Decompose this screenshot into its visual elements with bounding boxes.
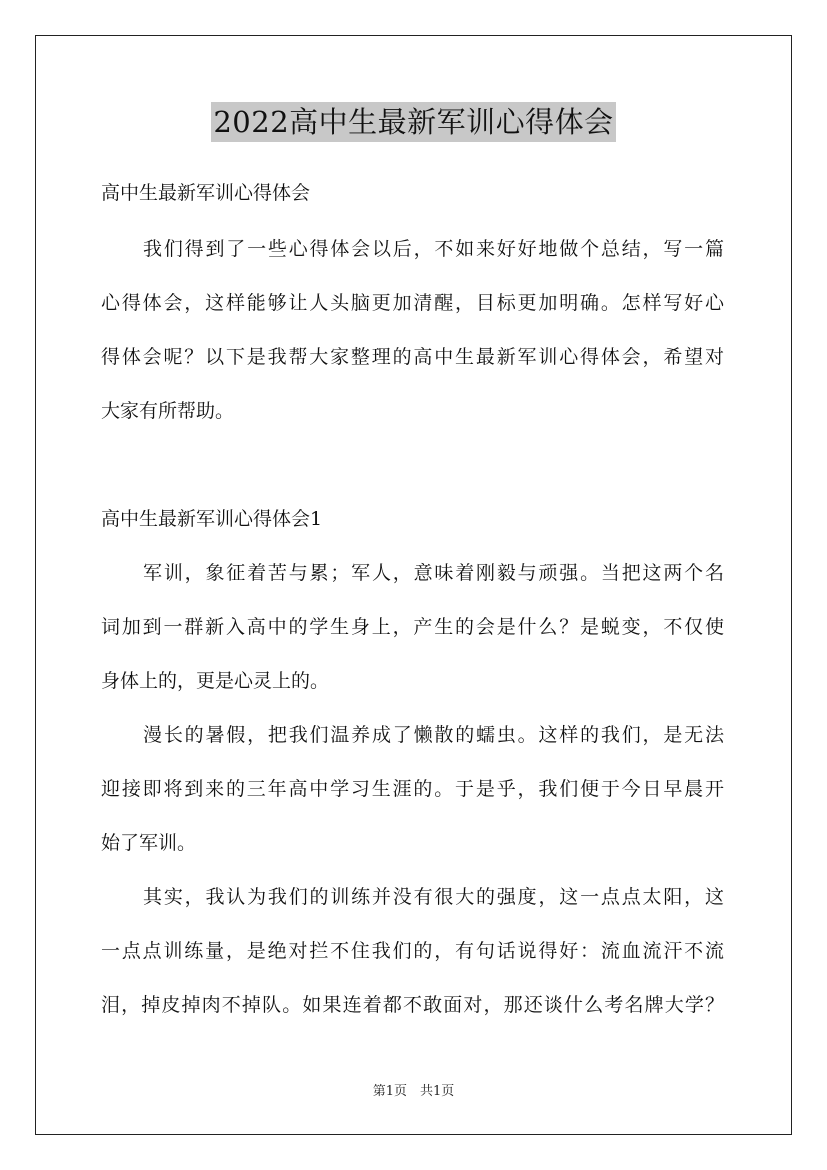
paragraph-line: 一点点训练量，是绝对拦不住我们的，有句话说得好：流血流汗不流: [101, 940, 724, 962]
document-title: 2022高中生最新军训心得体会: [211, 102, 615, 142]
page-number-footer: 第1页 共1页: [372, 1084, 455, 1099]
intro-line: 心得体会，这样能够让人头脑更加清醒，目标更加明确。怎样写好心: [101, 292, 724, 314]
title-container: [0, 102, 827, 142]
subheading: 高中生最新军训心得体会: [101, 182, 311, 204]
paragraph-line: 泪，掉皮掉肉不掉队。如果连着都不敢面对，那还谈什么考名牌大学？: [101, 994, 724, 1016]
paragraph-line: 迎接即将到来的三年高中学习生涯的。于是乎，我们便于今日早晨开: [101, 778, 724, 800]
paragraph-line: 军训，象征着苦与累；军人，意味着刚毅与顽强。当把这两个名: [143, 562, 724, 584]
paragraph-line: 其实，我认为我们的训练并没有很大的强度，这一点点太阳，这: [143, 886, 724, 908]
paragraph-line: 词加到一群新入高中的学生身上，产生的会是什么？是蜕变，不仅使: [101, 616, 724, 638]
section-heading: 高中生最新军训心得体会1: [101, 508, 323, 530]
intro-line: 大家有所帮助。: [101, 400, 235, 422]
paragraph-line: 漫长的暑假，把我们温养成了懒散的蠕虫。这样的我们，是无法: [143, 724, 724, 746]
paragraph-line: 始了军训。: [101, 832, 197, 854]
intro-line: 得体会呢？以下是我帮大家整理的高中生最新军训心得体会，希望对: [101, 346, 724, 368]
intro-line: 我们得到了一些心得体会以后，不如来好好地做个总结，写一篇: [143, 238, 724, 260]
paragraph-line: 身体上的，更是心灵上的。: [101, 670, 330, 692]
